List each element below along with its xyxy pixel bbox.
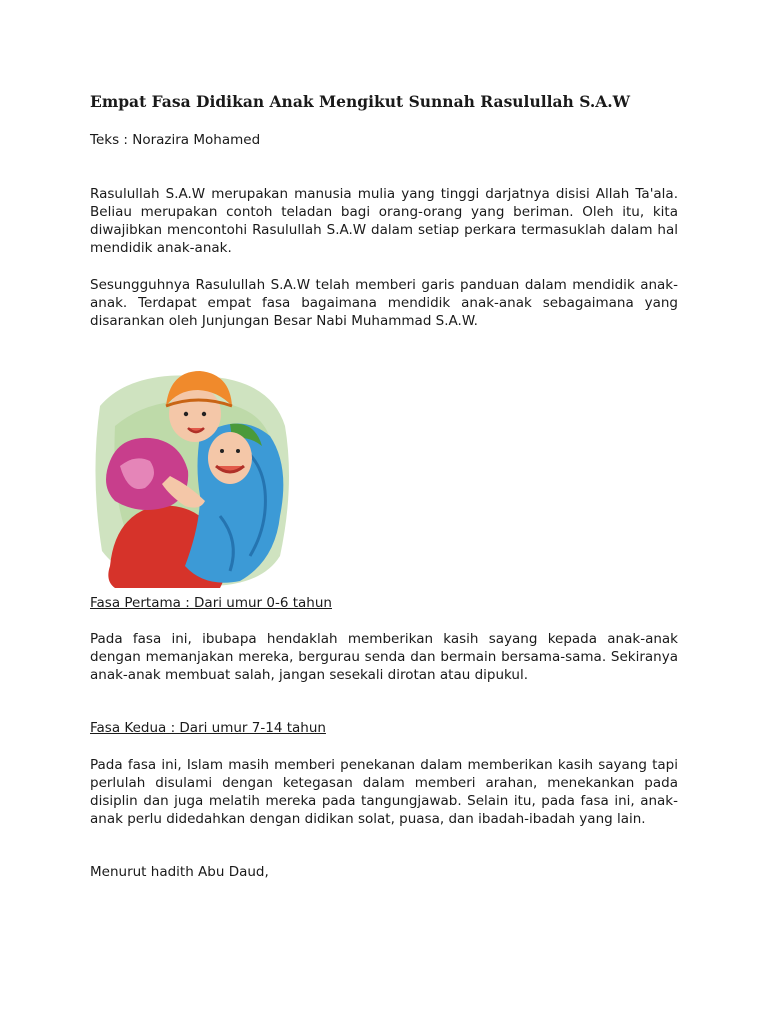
intro-paragraph-2: Sesungguhnya Rasulullah S.A.W telah memberi garis panduan dalam mendidik anak-anak. Terdapat empat fasa bagaimana mendidik anak-anak sebagaimana yang disarankan oleh Junjungan Besar Nabi Muhammad S.A.W. (90, 277, 678, 329)
section-body-fasa-kedua: Pada fasa ini, Islam masih memberi penekanan dalam memberikan kasih sayang tapi perlulah disulami dengan ketegasan dalam memberi arahan, menekankan pada disiplin dan juga melatih mereka pada tangungjawab. Selain itu, pada fasa ini, anak-anak perlu didedahkan dengan didikan solat, puasa, dan ibadah-ibadah yang lain. (90, 757, 678, 827)
section-heading-fasa-pertama: Fasa Pertama : Dari umur 0-6 tahun (90, 595, 332, 611)
closing-line: Menurut hadith Abu Daud, (90, 864, 269, 880)
mother-and-child-illustration-icon (90, 366, 295, 592)
section-heading-fasa-kedua: Fasa Kedua : Dari umur 7-14 tahun (90, 720, 326, 736)
article-title: Empat Fasa Didikan Anak Mengikut Sunnah Rasulullah S.A.W (90, 92, 631, 111)
article-byline: Teks : Norazira Mohamed (90, 132, 261, 148)
intro-paragraph-1: Rasulullah S.A.W merupakan manusia mulia yang tinggi darjatnya disisi Allah Ta'ala. Beliau merupakan contoh teladan bagi orang-orang yang beriman. Oleh itu, kita diwajibkan mencontohi Rasulullah S.A.W dalam setiap perkara termasuklah dalam hal mendidik anak-anak. (90, 186, 678, 256)
section-body-fasa-pertama: Pada fasa ini, ibubapa hendaklah memberikan kasih sayang kepada anak-anak dengan memanjakan mereka, bergurau senda dan bermain bersama-sama. Sekiranya anak-anak membuat salah, jangan sesekali dirotan atau dipukul. (90, 631, 678, 683)
